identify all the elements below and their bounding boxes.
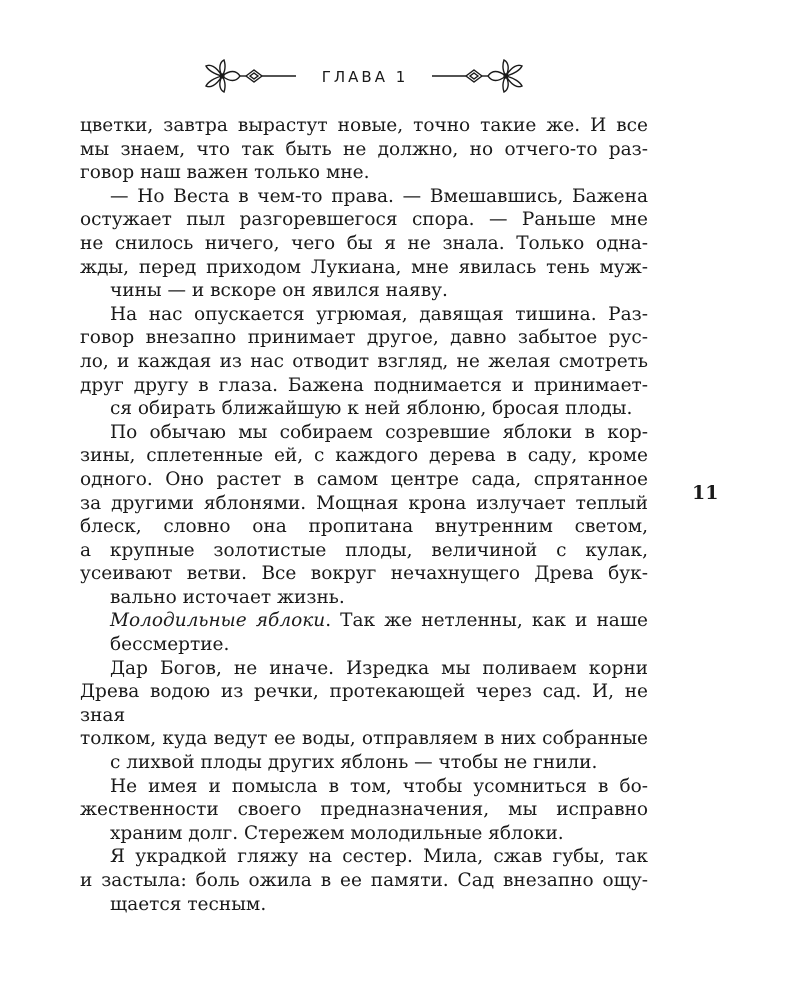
chapter-header [0,56,800,100]
page-number: 11 [692,482,719,504]
paragraph: Дар Богов, не иначе. Изредка мы поливаем корни Древа водою из речки, протекающей через сад. И, не зная толком, куда ведут ее воды, отправляем в них собранные с лихвой плоды других яблонь — чтобы не гнили. [80,657,648,774]
body-text [80,114,648,916]
paragraph: Я украдкой гляжу на сестер. Мила, сжав губы, так и застыла: боль ожила в ее памяти. Сад внезапно ощу- щается тесным. [80,846,648,915]
ornament-right-icon [430,56,526,96]
paragraph: По обычаю мы собираем созревшие яблоки в кор- зины, сплетенные ей, с каждого дерева в саду, кроме одного. Оно растет в самом центре сада, спрятанное за другими яблонями. Мощная крона излучает теплый блеск, словно она пропитана внутренним светом, а крупные золотистые плоды, величиной с кулак, усеивают ветви. Все вокруг нечахнущего Древа бук- вально источает жизнь. [80,421,648,608]
paragraph: Молодильные яблоки. Так же нетленны, как и наше бессмертие. [110,610,648,656]
ornament-left-icon [202,56,298,96]
paragraph: На нас опускается угрюмая, давящая тишина. Раз- говор внезапно принимает другое, давно забытое рус- ло, и каждая из нас отводит взгляд, не желая смотреть друг другу в глаза. Бажена поднимается и принимает- ся обирать ближайшую к ней яблоню, бросая плоды. [80,303,648,420]
paragraph: цветки, завтра вырастут новые, точно такие же. И все мы знаем, что так быть не должно, но отчего-то раз- говор наш важен только мне. [80,115,648,184]
paragraph: Не имея и помысла в том, чтобы усомниться в бо- жественности своего предназначения, мы исправно храним долг. Стережем молодильные яблоки. [80,775,648,844]
italic-phrase: Молодильные яблоки [110,610,326,632]
paragraph: — Но Веста в чем-то права. — Вмешавшись, Бажена остужает пыл разгоревшегося спора. — Раньше мне не снилось ничего, чего бы я не знала. Только одна- жды, перед приходом Лукиана, мне явилась тень муж- чины — и вскоре он явился наяву. [80,185,648,302]
chapter-title: ГЛАВА 1 [321,68,409,86]
